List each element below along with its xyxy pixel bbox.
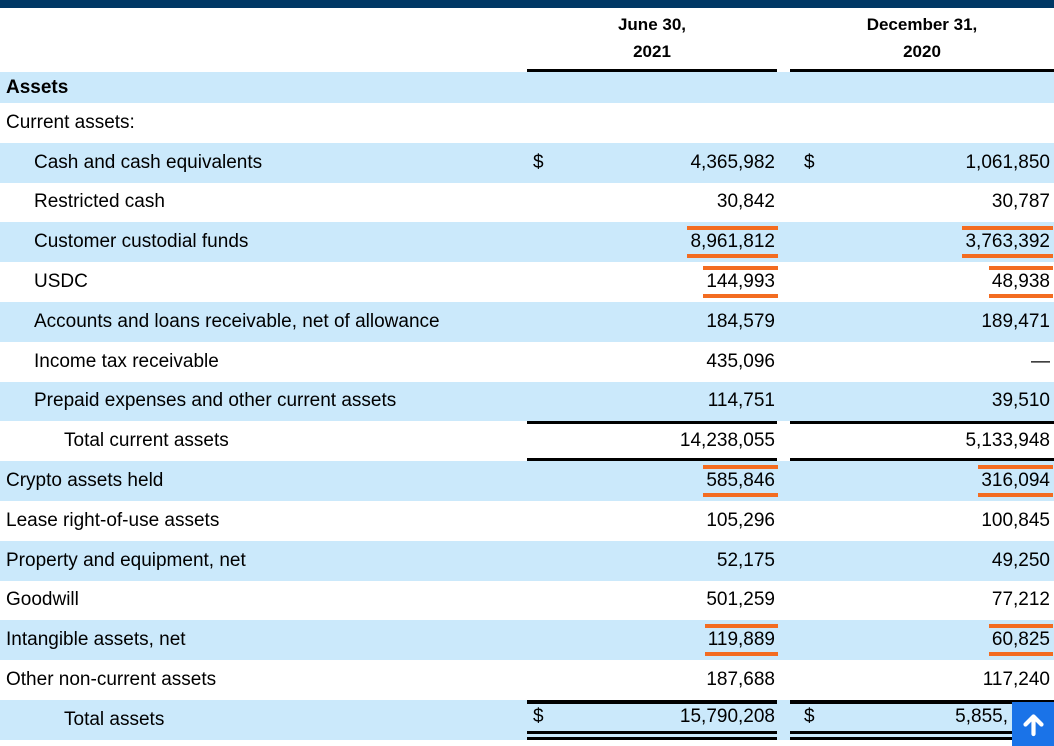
row-label: Lease right-of-use assets: [6, 509, 220, 531]
table-row: [0, 342, 1054, 382]
header-date-line2: 2020: [903, 42, 941, 61]
value-cell-june: [527, 700, 777, 740]
value-cell-june: [527, 342, 777, 382]
table-row: [0, 302, 1054, 342]
value-cell-june: [527, 72, 777, 103]
value-cell-december: [790, 103, 1054, 143]
value-cell-december: [790, 262, 1054, 302]
value-cell-december: [790, 382, 1054, 422]
value-june: 105,296: [706, 509, 775, 531]
value-cell-december: [790, 342, 1054, 382]
value-june: 114,751: [707, 390, 775, 412]
value-cell-december: [790, 421, 1054, 461]
value-cell-june: [527, 620, 777, 660]
value-cell-june: [527, 660, 777, 700]
value-december: 60,825: [989, 624, 1053, 656]
value-cell-june: [527, 461, 777, 501]
value-cell-december: [790, 581, 1054, 621]
table-row: [0, 262, 1054, 302]
value-cell-june: [527, 103, 777, 143]
value-june: 52,175: [716, 549, 775, 571]
dollar-sign: $: [533, 706, 544, 728]
row-label: Goodwill: [6, 589, 79, 611]
table-row: [0, 382, 1054, 422]
table-row: [0, 620, 1054, 660]
scroll-to-top-button[interactable]: [1012, 702, 1054, 746]
value-cell-december: [790, 660, 1054, 700]
value-cell-june: [527, 581, 777, 621]
value-december: 3,763,392: [962, 226, 1053, 258]
value-cell-december: [790, 461, 1054, 501]
value-june: 501,259: [706, 589, 775, 611]
table-row: [0, 461, 1054, 501]
top-border-bar: [0, 0, 1054, 8]
value-june: 435,096: [706, 350, 775, 372]
row-label: Property and equipment, net: [6, 549, 246, 571]
value-december: 100,845: [981, 509, 1050, 531]
value-cell-december: [790, 183, 1054, 223]
column-gap: [777, 8, 790, 72]
value-december: 39,510: [991, 390, 1050, 412]
value-december: 316,094: [978, 465, 1053, 497]
table-row: [0, 103, 1054, 143]
table-row: [0, 72, 1054, 103]
value-june: 184,579: [706, 310, 775, 332]
arrow-up-icon: [1020, 711, 1047, 738]
row-label: Accounts and loans receivable, net of allowance: [34, 310, 440, 332]
value-cell-december: [790, 143, 1054, 183]
value-december: 48,938: [989, 266, 1053, 298]
value-cell-june: [527, 421, 777, 461]
table-row: [0, 581, 1054, 621]
value-cell-december: [790, 501, 1054, 541]
value-december: 5,855,: [955, 706, 1008, 728]
table-row: [0, 222, 1054, 262]
value-june: 8,961,812: [687, 226, 778, 258]
value-cell-december: [790, 302, 1054, 342]
value-june: 30,842: [716, 191, 775, 213]
value-cell-june: [527, 143, 777, 183]
row-label: Cash and cash equivalents: [34, 151, 263, 173]
table-row: [0, 183, 1054, 223]
value-december: 49,250: [991, 549, 1050, 571]
row-label: Current assets:: [6, 111, 135, 133]
value-june: 187,688: [706, 669, 775, 691]
value-cell-december: [790, 72, 1054, 103]
value-cell-december: [790, 620, 1054, 660]
dollar-sign: $: [804, 706, 815, 728]
row-label: Other non-current assets: [6, 669, 217, 691]
value-cell-december: [790, 541, 1054, 581]
table-row: [0, 501, 1054, 541]
value-cell-june: [527, 501, 777, 541]
value-cell-june: [527, 302, 777, 342]
table-body: [0, 72, 1054, 740]
value-december: 30,787: [991, 191, 1050, 213]
table-header: [0, 8, 1054, 72]
value-cell-june: [527, 262, 777, 302]
value-december: 117,240: [982, 669, 1050, 691]
value-december: 5,133,948: [965, 430, 1050, 452]
row-label: Crypto assets held: [6, 470, 164, 492]
row-label: Income tax receivable: [34, 350, 219, 372]
table-row: [0, 541, 1054, 581]
value-december: 1,061,850: [965, 151, 1050, 173]
value-cell-june: [527, 541, 777, 581]
dollar-sign: $: [533, 151, 544, 173]
value-cell-june: [527, 382, 777, 422]
column-header-december-31-2020: [790, 8, 1054, 72]
value-june: 15,790,208: [679, 706, 775, 728]
table-row: [0, 660, 1054, 700]
header-date-line1: December 31,: [866, 15, 978, 34]
table-row: [0, 700, 1054, 740]
value-june: 119,889: [705, 624, 778, 656]
value-june: 14,238,055: [679, 430, 775, 452]
table-row: [0, 143, 1054, 183]
value-cell-june: [527, 183, 777, 223]
column-header-june-30-2021: [527, 8, 777, 72]
value-december: 77,212: [991, 589, 1050, 611]
table-row: [0, 421, 1054, 461]
row-label: Restricted cash: [34, 191, 165, 213]
value-december: —: [1031, 350, 1050, 372]
dollar-sign: $: [804, 151, 815, 173]
row-label: Customer custodial funds: [34, 231, 249, 253]
row-label: Prepaid expenses and other current assets: [34, 390, 397, 412]
value-cell-june: [527, 222, 777, 262]
header-date-line1: June 30,: [617, 15, 687, 34]
row-label: USDC: [34, 271, 88, 293]
value-june: 585,846: [703, 465, 778, 497]
row-label: Intangible assets, net: [6, 629, 186, 651]
value-june: 144,993: [703, 266, 778, 298]
value-december: 189,471: [981, 310, 1050, 332]
header-spacer: [0, 8, 527, 72]
row-label: Assets: [6, 76, 69, 98]
value-june: 4,365,982: [690, 151, 775, 173]
row-label: Total current assets: [64, 430, 229, 452]
row-label: Total assets: [64, 708, 165, 730]
value-cell-december: [790, 222, 1054, 262]
header-date-line2: 2021: [633, 42, 671, 61]
